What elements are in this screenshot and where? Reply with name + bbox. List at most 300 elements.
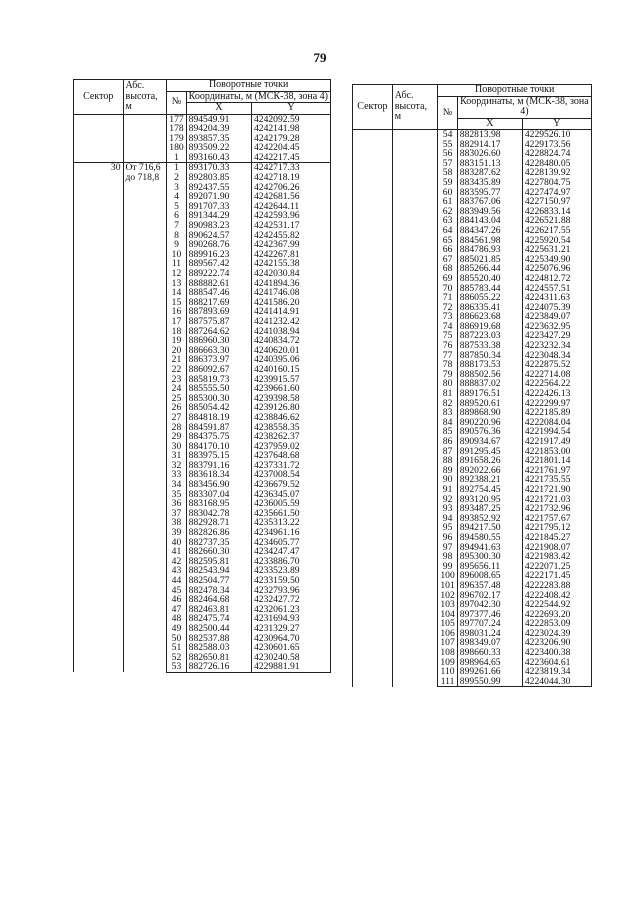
x-coordinate-cell: 884143.04	[457, 216, 522, 226]
x-coordinate-cell: 883287.62	[457, 168, 522, 178]
x-coordinate-cell: 885555.50	[186, 384, 251, 394]
y-coordinate-cell: 4242030.84	[251, 269, 330, 279]
page-number: 79	[313, 50, 327, 65]
x-coordinate-cell: 892754.45	[457, 485, 522, 495]
sector-cell: 30	[74, 163, 124, 672]
point-number-cell: 92	[438, 495, 457, 505]
point-number-cell: 32	[167, 461, 186, 471]
x-coordinate-cell: 885819.73	[186, 375, 251, 385]
point-number-cell: 56	[438, 149, 457, 159]
x-coordinate-cell: 882500.44	[186, 624, 251, 634]
point-number-cell: 177	[167, 114, 186, 124]
y-coordinate-cell: 4233159.50	[251, 576, 330, 586]
y-coordinate-cell: 4221801.14	[522, 456, 591, 466]
point-number-cell: 75	[438, 331, 457, 341]
y-coordinate-cell: 4231694.93	[251, 614, 330, 624]
point-number-cell: 16	[167, 307, 186, 317]
point-number-cell: 96	[438, 533, 457, 543]
x-coordinate-cell: 898349.07	[457, 638, 522, 648]
point-number-cell: 6	[167, 211, 186, 221]
point-number-cell: 1	[167, 153, 186, 163]
x-coordinate-cell: 897377.46	[457, 610, 522, 620]
point-number-cell: 12	[167, 269, 186, 279]
y-coordinate-cell: 4222185.89	[522, 408, 591, 418]
x-coordinate-cell: 883767.06	[457, 197, 522, 207]
y-coordinate-cell: 4224812.72	[522, 274, 591, 284]
point-number-cell: 104	[438, 610, 457, 620]
y-coordinate-cell: 4241414.91	[251, 307, 330, 317]
point-number-cell: 3	[167, 183, 186, 193]
y-coordinate-cell: 4234247.47	[251, 547, 330, 557]
x-coordinate-cell: 882928.71	[186, 518, 251, 528]
y-coordinate-cell: 4238558.35	[251, 423, 330, 433]
x-coordinate-cell: 890624.57	[186, 231, 251, 241]
point-number-cell: 25	[167, 394, 186, 404]
x-coordinate-cell: 883168.95	[186, 499, 251, 509]
y-coordinate-cell: 4221853.00	[522, 447, 591, 457]
x-coordinate-cell: 882504.77	[186, 576, 251, 586]
y-coordinate-cell: 4241232.42	[251, 317, 330, 327]
y-coordinate-cell: 4229173.56	[522, 140, 591, 150]
point-number-cell: 21	[167, 355, 186, 365]
x-coordinate-cell: 895656.11	[457, 562, 522, 572]
point-number-cell: 20	[167, 346, 186, 356]
point-number-cell: 52	[167, 653, 186, 663]
point-number-cell: 1	[167, 163, 186, 173]
point-number-cell: 58	[438, 168, 457, 178]
x-coordinate-cell: 896008.65	[457, 571, 522, 581]
y-coordinate-cell: 4240160.15	[251, 365, 330, 375]
point-number-cell: 66	[438, 245, 457, 255]
x-coordinate-cell: 883042.78	[186, 509, 251, 519]
y-coordinate-cell: 4242455.82	[251, 231, 330, 241]
x-coordinate-cell: 883595.77	[457, 188, 522, 198]
y-coordinate-cell: 4232061.23	[251, 605, 330, 615]
x-coordinate-cell: 885300.30	[186, 394, 251, 404]
x-coordinate-cell: 884170.10	[186, 442, 251, 452]
x-coordinate-cell: 886335.41	[457, 303, 522, 313]
point-number-cell: 33	[167, 470, 186, 480]
point-number-cell: 108	[438, 648, 457, 658]
point-number-cell: 51	[167, 643, 186, 653]
x-coordinate-cell: 882478.34	[186, 586, 251, 596]
y-coordinate-cell: 4239661.60	[251, 384, 330, 394]
x-coordinate-cell: 887575.87	[186, 317, 251, 327]
point-number-cell: 55	[438, 140, 457, 150]
point-number-cell: 180	[167, 143, 186, 153]
y-coordinate-cell: 4242367.99	[251, 240, 330, 250]
x-coordinate-cell: 883791.16	[186, 461, 251, 471]
y-coordinate-cell: 4221908.07	[522, 543, 591, 553]
point-number-cell: 79	[438, 370, 457, 380]
y-coordinate-cell: 4226217.55	[522, 226, 591, 236]
point-number-cell: 61	[438, 197, 457, 207]
x-coordinate-cell: 890934.67	[457, 437, 522, 447]
col-sector-header: Сектор	[74, 80, 124, 115]
point-number-cell: 57	[438, 159, 457, 169]
point-number-cell: 62	[438, 207, 457, 217]
point-number-cell: 111	[438, 677, 457, 687]
y-coordinate-cell: 4242644.11	[251, 202, 330, 212]
point-number-cell: 64	[438, 226, 457, 236]
point-number-cell: 89	[438, 466, 457, 476]
point-number-cell: 41	[167, 547, 186, 557]
point-number-cell: 80	[438, 379, 457, 389]
x-coordinate-cell: 899550.99	[457, 677, 522, 687]
x-coordinate-cell: 892803.85	[186, 173, 251, 183]
y-coordinate-cell: 4242531.17	[251, 221, 330, 231]
x-coordinate-cell: 882463.81	[186, 605, 251, 615]
altitude-cell	[392, 130, 438, 687]
x-coordinate-cell: 884591.87	[186, 423, 251, 433]
point-number-cell: 97	[438, 543, 457, 553]
y-coordinate-cell: 4221732.96	[522, 504, 591, 514]
point-number-cell: 50	[167, 634, 186, 644]
x-coordinate-cell: 888547.46	[186, 288, 251, 298]
y-coordinate-cell: 4225631.21	[522, 245, 591, 255]
y-coordinate-cell: 4227150.97	[522, 197, 591, 207]
y-coordinate-cell: 4227474.97	[522, 188, 591, 198]
y-coordinate-cell: 4231329.27	[251, 624, 330, 634]
y-coordinate-cell: 4222283.88	[522, 581, 591, 591]
y-coordinate-cell: 4223849.07	[522, 312, 591, 322]
y-coordinate-cell: 4240620.01	[251, 346, 330, 356]
x-coordinate-cell: 890576.36	[457, 427, 522, 437]
x-coordinate-cell: 884786.93	[457, 245, 522, 255]
y-coordinate-cell: 4234605.77	[251, 538, 330, 548]
x-coordinate-cell: 890220.96	[457, 418, 522, 428]
x-coordinate-cell: 894204.39	[186, 124, 251, 134]
point-number-cell: 71	[438, 293, 457, 303]
table-body-right	[353, 130, 592, 687]
y-coordinate-cell: 4242706.26	[251, 183, 330, 193]
point-number-cell: 37	[167, 509, 186, 519]
point-number-cell: 73	[438, 312, 457, 322]
y-coordinate-cell: 4230240.58	[251, 653, 330, 663]
x-coordinate-cell: 887223.03	[457, 331, 522, 341]
point-number-cell: 36	[167, 499, 186, 509]
point-number-cell: 102	[438, 591, 457, 601]
point-number-cell: 9	[167, 240, 186, 250]
altitude-cell	[123, 114, 167, 163]
y-coordinate-cell: 4221721.90	[522, 485, 591, 495]
x-coordinate-cell: 887264.62	[186, 327, 251, 337]
x-coordinate-cell: 885266.44	[457, 264, 522, 274]
y-coordinate-cell: 4234961.16	[251, 528, 330, 538]
point-number-cell: 83	[438, 408, 457, 418]
x-coordinate-cell: 883949.56	[457, 207, 522, 217]
x-coordinate-cell: 888217.69	[186, 298, 251, 308]
point-number-cell: 2	[167, 173, 186, 183]
x-coordinate-cell: 889868.90	[457, 408, 522, 418]
point-number-cell: 178	[167, 124, 186, 134]
point-number-cell: 77	[438, 351, 457, 361]
point-number-cell: 38	[167, 518, 186, 528]
y-coordinate-cell: 4233523.89	[251, 566, 330, 576]
point-number-cell: 49	[167, 624, 186, 634]
point-number-cell: 43	[167, 566, 186, 576]
y-coordinate-cell: 4238846.62	[251, 413, 330, 423]
y-coordinate-cell: 4221757.67	[522, 514, 591, 524]
y-coordinate-cell: 4236005.59	[251, 499, 330, 509]
point-number-cell: 24	[167, 384, 186, 394]
y-coordinate-cell: 4222299.97	[522, 399, 591, 409]
x-coordinate-cell: 893857.35	[186, 134, 251, 144]
y-coordinate-cell: 4242593.96	[251, 211, 330, 221]
point-number-cell: 31	[167, 451, 186, 461]
y-coordinate-cell: 4223819.34	[522, 667, 591, 677]
point-number-cell: 101	[438, 581, 457, 591]
y-coordinate-cell: 4223604.61	[522, 658, 591, 668]
table-body-left	[74, 114, 331, 672]
x-coordinate-cell: 893852.92	[457, 514, 522, 524]
sector-cell	[353, 130, 393, 687]
y-coordinate-cell: 4223400.38	[522, 648, 591, 658]
point-number-cell: 63	[438, 216, 457, 226]
point-number-cell: 78	[438, 360, 457, 370]
point-number-cell: 27	[167, 413, 186, 423]
x-coordinate-cell: 897707.24	[457, 619, 522, 629]
point-number-cell: 40	[167, 538, 186, 548]
point-number-cell: 68	[438, 264, 457, 274]
point-number-cell: 86	[438, 437, 457, 447]
y-coordinate-cell: 4225349.90	[522, 255, 591, 265]
y-coordinate-cell: 4224557.51	[522, 284, 591, 294]
x-coordinate-cell: 882660.30	[186, 547, 251, 557]
x-coordinate-cell: 885520.40	[457, 274, 522, 284]
x-coordinate-cell: 892022.66	[457, 466, 522, 476]
y-coordinate-cell: 4228480.05	[522, 159, 591, 169]
y-coordinate-cell: 4221845.27	[522, 533, 591, 543]
y-coordinate-cell: 4238262.37	[251, 432, 330, 442]
x-coordinate-cell: 899261.66	[457, 667, 522, 677]
x-coordinate-cell: 886960.30	[186, 336, 251, 346]
y-coordinate-cell: 4221994.54	[522, 427, 591, 437]
point-number-cell: 14	[167, 288, 186, 298]
y-coordinate-cell: 4230964.70	[251, 634, 330, 644]
y-coordinate-cell: 4240395.06	[251, 355, 330, 365]
y-coordinate-cell: 4240834.72	[251, 336, 330, 346]
x-coordinate-cell: 883151.13	[457, 159, 522, 169]
x-coordinate-cell: 893509.22	[186, 143, 251, 153]
x-coordinate-cell: 882726.16	[186, 662, 251, 672]
y-coordinate-cell: 4221721.03	[522, 495, 591, 505]
x-coordinate-cell: 889176.51	[457, 389, 522, 399]
x-coordinate-cell: 893120.95	[457, 495, 522, 505]
point-number-cell: 72	[438, 303, 457, 313]
y-coordinate-cell: 4229881.91	[251, 662, 330, 672]
x-coordinate-cell: 884561.98	[457, 236, 522, 246]
y-coordinate-cell: 4222544.92	[522, 600, 591, 610]
x-coordinate-cell: 894941.63	[457, 543, 522, 553]
point-number-cell: 23	[167, 375, 186, 385]
point-number-cell: 59	[438, 178, 457, 188]
y-coordinate-cell: 4222875.52	[522, 360, 591, 370]
point-number-cell: 22	[167, 365, 186, 375]
point-number-cell: 26	[167, 403, 186, 413]
point-number-cell: 13	[167, 279, 186, 289]
y-coordinate-cell: 4242141.98	[251, 124, 330, 134]
point-number-cell: 34	[167, 480, 186, 490]
y-coordinate-cell: 4239126.80	[251, 403, 330, 413]
x-coordinate-cell: 885021.85	[457, 255, 522, 265]
x-coordinate-cell: 882464.68	[186, 595, 251, 605]
y-coordinate-cell: 4225920.54	[522, 236, 591, 246]
y-coordinate-cell: 4223206.90	[522, 638, 591, 648]
altitude-cell: От 716,6 до 718,8	[123, 163, 167, 672]
point-number-cell: 65	[438, 236, 457, 246]
point-number-cell: 29	[167, 432, 186, 442]
x-coordinate-cell: 883975.15	[186, 451, 251, 461]
x-coordinate-cell: 882588.03	[186, 643, 251, 653]
y-coordinate-cell: 4224311.63	[522, 293, 591, 303]
point-number-cell: 179	[167, 134, 186, 144]
point-number-cell: 46	[167, 595, 186, 605]
y-coordinate-cell: 4242717.33	[251, 163, 330, 173]
point-number-cell: 18	[167, 327, 186, 337]
y-coordinate-cell: 4221735.55	[522, 475, 591, 485]
y-coordinate-cell: 4226833.14	[522, 207, 591, 217]
x-coordinate-cell: 892071.90	[186, 192, 251, 202]
x-coordinate-cell: 890983.23	[186, 221, 251, 231]
point-number-cell: 7	[167, 221, 186, 231]
y-coordinate-cell: 4242179.28	[251, 134, 330, 144]
point-number-cell: 39	[167, 528, 186, 538]
y-coordinate-cell: 4221761.97	[522, 466, 591, 476]
point-number-cell: 106	[438, 629, 457, 639]
point-number-cell: 15	[167, 298, 186, 308]
y-coordinate-cell: 4237008.54	[251, 470, 330, 480]
point-number-cell: 82	[438, 399, 457, 409]
col-x-header: X	[186, 103, 251, 115]
point-number-cell: 19	[167, 336, 186, 346]
point-number-cell: 84	[438, 418, 457, 428]
point-number-cell: 107	[438, 638, 457, 648]
x-coordinate-cell: 882537.88	[186, 634, 251, 644]
col-turning-points-header: Поворотные точки	[438, 85, 592, 97]
x-coordinate-cell: 896702.17	[457, 591, 522, 601]
point-number-cell: 67	[438, 255, 457, 265]
x-coordinate-cell: 884375.75	[186, 432, 251, 442]
x-coordinate-cell: 888882.61	[186, 279, 251, 289]
y-coordinate-cell: 4241038.94	[251, 327, 330, 337]
x-coordinate-cell: 888502.56	[457, 370, 522, 380]
x-coordinate-cell: 891707.33	[186, 202, 251, 212]
y-coordinate-cell: 4222071.25	[522, 562, 591, 572]
point-number-cell: 5	[167, 202, 186, 212]
x-coordinate-cell: 887893.69	[186, 307, 251, 317]
y-coordinate-cell: 4226521.88	[522, 216, 591, 226]
y-coordinate-cell: 4230601.65	[251, 643, 330, 653]
point-number-cell: 85	[438, 427, 457, 437]
x-coordinate-cell: 882813.98	[457, 130, 522, 140]
point-number-cell: 94	[438, 514, 457, 524]
x-coordinate-cell: 882543.94	[186, 566, 251, 576]
y-coordinate-cell: 4237331.72	[251, 461, 330, 471]
x-coordinate-cell: 893487.25	[457, 504, 522, 514]
x-coordinate-cell: 884818.19	[186, 413, 251, 423]
x-coordinate-cell: 894580.55	[457, 533, 522, 543]
point-number-cell: 35	[167, 490, 186, 500]
x-coordinate-cell: 886092.67	[186, 365, 251, 375]
x-coordinate-cell: 891658.26	[457, 456, 522, 466]
y-coordinate-cell: 4223632.95	[522, 322, 591, 332]
x-coordinate-cell: 898660.33	[457, 648, 522, 658]
y-coordinate-cell: 4235661.50	[251, 509, 330, 519]
col-altitude-header: Абс. высота, м	[123, 80, 167, 115]
x-coordinate-cell: 885054.42	[186, 403, 251, 413]
x-coordinate-cell: 898031.24	[457, 629, 522, 639]
y-coordinate-cell: 4228139.92	[522, 168, 591, 178]
point-number-cell: 4	[167, 192, 186, 202]
y-coordinate-cell: 4229526.10	[522, 130, 591, 140]
point-number-cell: 45	[167, 586, 186, 596]
y-coordinate-cell: 4241894.36	[251, 279, 330, 289]
x-coordinate-cell: 896357.48	[457, 581, 522, 591]
point-number-cell: 100	[438, 571, 457, 581]
col-y-header: Y	[522, 118, 591, 130]
point-number-cell: 69	[438, 274, 457, 284]
x-coordinate-cell: 884347.26	[457, 226, 522, 236]
point-number-cell: 8	[167, 231, 186, 241]
point-number-cell: 95	[438, 523, 457, 533]
y-coordinate-cell: 4222426.13	[522, 389, 591, 399]
y-coordinate-cell: 4239915.57	[251, 375, 330, 385]
x-coordinate-cell: 886919.68	[457, 322, 522, 332]
x-coordinate-cell: 892388.21	[457, 475, 522, 485]
point-number-cell: 99	[438, 562, 457, 572]
point-number-cell: 93	[438, 504, 457, 514]
point-number-cell: 88	[438, 456, 457, 466]
y-coordinate-cell: 4242217.45	[251, 153, 330, 163]
x-coordinate-cell: 882475.74	[186, 614, 251, 624]
y-coordinate-cell: 4222084.04	[522, 418, 591, 428]
x-coordinate-cell: 882650.81	[186, 653, 251, 663]
col-coords-header: Координаты, м (МСК-38, зона 4)	[457, 96, 591, 118]
x-coordinate-cell: 892437.55	[186, 183, 251, 193]
y-coordinate-cell: 4242681.56	[251, 192, 330, 202]
y-coordinate-cell: 4223427.29	[522, 331, 591, 341]
point-number-cell: 81	[438, 389, 457, 399]
col-x-header: X	[457, 118, 522, 130]
x-coordinate-cell: 883307.04	[186, 490, 251, 500]
x-coordinate-cell: 898964.65	[457, 658, 522, 668]
point-number-cell: 42	[167, 557, 186, 567]
x-coordinate-cell: 886373.97	[186, 355, 251, 365]
x-coordinate-cell: 889567.42	[186, 259, 251, 269]
y-coordinate-cell: 4224044.30	[522, 677, 591, 687]
x-coordinate-cell: 886663.30	[186, 346, 251, 356]
x-coordinate-cell: 895300.30	[457, 552, 522, 562]
point-number-cell: 44	[167, 576, 186, 586]
y-coordinate-cell: 4224075.39	[522, 303, 591, 313]
point-number-cell: 76	[438, 341, 457, 351]
x-coordinate-cell: 891344.29	[186, 211, 251, 221]
x-coordinate-cell: 889520.61	[457, 399, 522, 409]
col-altitude-header: Абс. высота, м	[392, 85, 438, 130]
y-coordinate-cell: 4221917.49	[522, 437, 591, 447]
y-coordinate-cell: 4222408.42	[522, 591, 591, 601]
y-coordinate-cell: 4241746.08	[251, 288, 330, 298]
x-coordinate-cell: 897042.30	[457, 600, 522, 610]
point-number-cell: 30	[167, 442, 186, 452]
x-coordinate-cell: 886055.22	[457, 293, 522, 303]
col-sector-header: Сектор	[353, 85, 393, 130]
y-coordinate-cell: 4222693.20	[522, 610, 591, 620]
point-number-cell: 54	[438, 130, 457, 140]
y-coordinate-cell: 4222853.09	[522, 619, 591, 629]
coordinates-table-left	[73, 79, 331, 673]
